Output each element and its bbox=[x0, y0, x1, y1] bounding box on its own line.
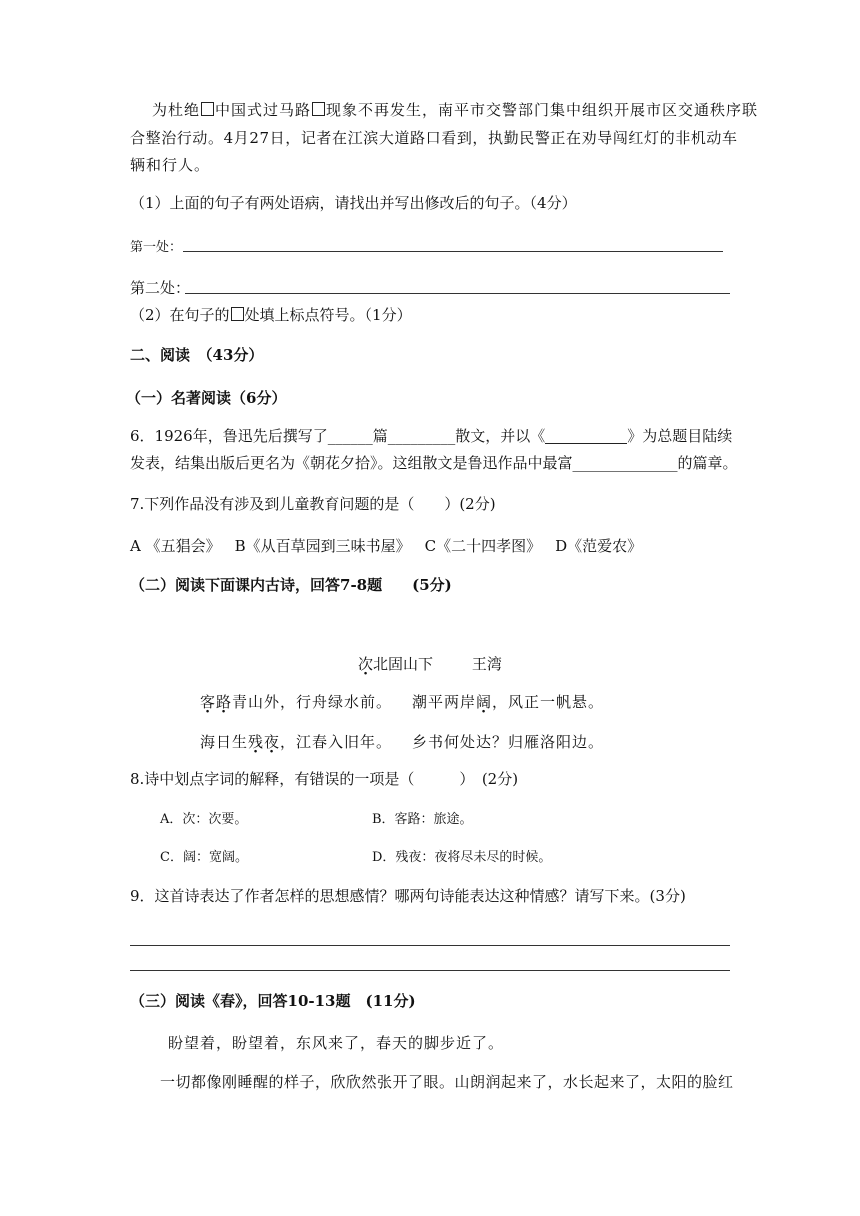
blank-box[interactable] bbox=[312, 102, 325, 116]
dotted-char: 残 bbox=[248, 733, 265, 751]
blank-box bbox=[231, 307, 244, 321]
spring-paragraph-1: 盼望着，盼望着，东风来了，春天的脚步近了。 bbox=[168, 1034, 505, 1052]
question-7-options bbox=[130, 536, 642, 556]
question-7: 7.下列作品没有涉及到儿童教育问题的是（ ）(2分) bbox=[130, 495, 496, 513]
second-error-answer-line[interactable] bbox=[185, 293, 730, 294]
blank-box[interactable] bbox=[201, 102, 214, 116]
subsection-2-title: （二）阅读下面课内古诗，回答7-8题 (5分) bbox=[130, 576, 452, 594]
option-c[interactable]: C《二十四孝图》 bbox=[424, 537, 542, 555]
poem-title: 北固山下 bbox=[373, 655, 434, 673]
question-2-text: （2）在句子的 bbox=[130, 306, 230, 324]
subsection-3-title: （三）阅读《春》，回答10-13题 (11分) bbox=[130, 992, 416, 1010]
option-d[interactable]: D《范爱农》 bbox=[555, 537, 643, 555]
dotted-char: 路 bbox=[216, 693, 233, 711]
passage-text: 中国式过马路 bbox=[215, 101, 312, 119]
poem-text: 潮平两岸 bbox=[412, 693, 477, 711]
option-c[interactable]: C．阔：宽阔。 bbox=[160, 850, 248, 865]
poem-title-line bbox=[358, 654, 502, 674]
second-error-label: 第二处： bbox=[130, 279, 191, 297]
dotted-char: 客 bbox=[200, 693, 217, 711]
option-a[interactable]: A 《五猖会》 bbox=[130, 537, 221, 555]
question-6-text: 6．1926年，鲁迅先后撰写了______篇_________散文，并以《 bbox=[130, 427, 546, 445]
first-error-label: 第一处： bbox=[130, 240, 183, 255]
poem-line-2 bbox=[412, 692, 604, 712]
first-error-answer-line[interactable] bbox=[183, 251, 723, 252]
question-2 bbox=[130, 305, 412, 325]
passage-line-3: 辆和行人。 bbox=[130, 156, 211, 174]
answer-line-2[interactable] bbox=[130, 970, 730, 971]
passage-line-2: 合整治行动。4月27日，记者在江滨大道路口看到，执勤民警正在劝导闯红灯的非机动车 bbox=[130, 129, 738, 147]
question-8: 8.诗中划点字词的解释，有错误的一项是（ ） (2分) bbox=[130, 770, 519, 788]
section-2-title: 二、阅读 （43分） bbox=[130, 346, 264, 364]
option-d[interactable]: D．残夜：夜将尽未尽的时候。 bbox=[372, 850, 552, 865]
question-6-line-2: 发表，结集出版后更名为《朝花夕拾》。这组散文是鲁迅作品中最富______________的篇章。 bbox=[130, 454, 738, 472]
poem-line-4: 乡书何处达？归雁洛阳边。 bbox=[412, 733, 605, 751]
subsection-1-title: （一）名著阅读（6分） bbox=[126, 389, 287, 407]
poem-line-1 bbox=[200, 692, 392, 712]
question-1: （1）上面的句子有两处语病，请找出并写出修改后的句子。（4分） bbox=[130, 194, 577, 212]
option-b[interactable]: B．客路：旅途。 bbox=[372, 812, 473, 827]
dotted-char: 夜 bbox=[264, 733, 281, 751]
poem-text: ，风正一帆悬。 bbox=[492, 693, 605, 711]
answer-blank[interactable] bbox=[545, 427, 627, 444]
poem-text: ，江春入旧年。 bbox=[280, 733, 393, 751]
answer-line-1[interactable] bbox=[130, 945, 730, 946]
option-a[interactable]: A．次：次要。 bbox=[160, 812, 248, 827]
passage-line-1 bbox=[152, 100, 758, 120]
dotted-char: 阔 bbox=[476, 693, 493, 711]
poem-text: 青山外，行舟绿水前。 bbox=[232, 693, 393, 711]
option-b[interactable]: B《从百草园到三味书屋》 bbox=[234, 537, 411, 555]
poem-title-dotted: 次 bbox=[358, 655, 374, 673]
poem-line-3 bbox=[200, 732, 392, 752]
spring-paragraph-2: 一切都像刚睡醒的样子，欣欣然张开了眼。山朗润起来了，水长起来了，太阳的脸红 bbox=[160, 1073, 734, 1091]
passage-text: 现象不再发生，南平市交警部门集中组织开展市区交通秩序联 bbox=[326, 101, 759, 119]
question-6-line-1 bbox=[130, 426, 732, 446]
passage-text: 为杜绝 bbox=[152, 101, 201, 119]
question-2-text: 处填上标点符号。（1分） bbox=[244, 306, 412, 324]
poem-text: 海日生 bbox=[200, 733, 249, 751]
question-9: 9．这首诗表达了作者怎样的思想感情？哪两句诗能表达这种情感？请写下来。(3分) bbox=[130, 887, 686, 905]
question-6-text: 》为总题目陆续 bbox=[627, 427, 733, 445]
poem-author: 王湾 bbox=[471, 655, 502, 673]
